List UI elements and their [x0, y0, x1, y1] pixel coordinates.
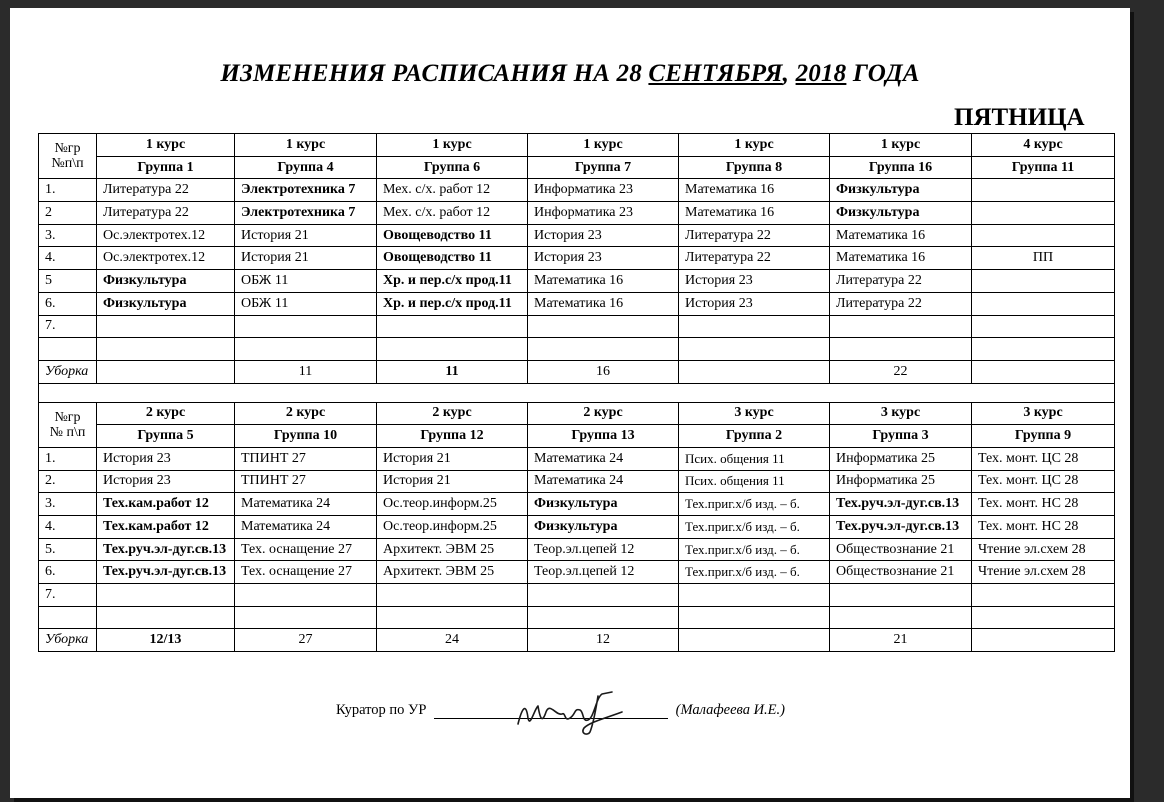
lesson-cell: [528, 338, 679, 361]
lesson-row: [39, 292, 1115, 315]
course-header: 3 курс: [679, 402, 830, 425]
lesson-cell: История 21: [235, 247, 377, 270]
lesson-number: 4.: [39, 516, 97, 539]
lesson-cell: Информатика 23: [528, 179, 679, 202]
lesson-cell: [972, 292, 1115, 315]
lesson-cell: ОБЖ 11: [235, 270, 377, 293]
cleaning-cell: [679, 360, 830, 383]
lesson-cell: [97, 338, 235, 361]
course-header: 1 курс: [679, 134, 830, 157]
lesson-row: [39, 270, 1115, 293]
lesson-cell: [528, 606, 679, 629]
lesson-cell: [972, 338, 1115, 361]
lesson-cell: [972, 270, 1115, 293]
lesson-cell: История 23: [679, 270, 830, 293]
lesson-cell: Литература 22: [679, 224, 830, 247]
lesson-number: 3.: [39, 493, 97, 516]
title-month: СЕНТЯБРЯ: [648, 60, 783, 87]
lesson-cell: [972, 315, 1115, 338]
lesson-row: [39, 470, 1115, 493]
lesson-cell: [377, 584, 528, 607]
lesson-cell: Ос.электротех.12: [97, 247, 235, 270]
lesson-cell: Теор.эл.цепей 12: [528, 561, 679, 584]
lesson-cell: [679, 584, 830, 607]
page-shadow-right: [1130, 12, 1134, 798]
cleaning-cell: [972, 629, 1115, 652]
lesson-cell: Тех. оснащение 27: [235, 561, 377, 584]
course-header-row: [39, 134, 1115, 157]
lesson-cell: Тех.руч.эл-дуг.св.13: [97, 561, 235, 584]
group-header: Группа 16: [830, 156, 972, 179]
lesson-cell: [235, 584, 377, 607]
lesson-cell: Чтение эл.схем 28: [972, 538, 1115, 561]
group-header: Группа 3: [830, 425, 972, 448]
course-header: 3 курс: [972, 402, 1115, 425]
lesson-cell: Электротехника 7: [235, 202, 377, 225]
lesson-cell: Чтение эл.схем 28: [972, 561, 1115, 584]
lesson-number: 7.: [39, 584, 97, 607]
lesson-cell: Электротехника 7: [235, 179, 377, 202]
lesson-cell: Математика 24: [528, 447, 679, 470]
lesson-cell: [97, 315, 235, 338]
lesson-cell: Информатика 25: [830, 470, 972, 493]
group-header: Группа 7: [528, 156, 679, 179]
lesson-cell: Тех. оснащение 27: [235, 538, 377, 561]
lesson-cell: [377, 606, 528, 629]
lesson-row: [39, 247, 1115, 270]
group-header: Группа 4: [235, 156, 377, 179]
course-header: 2 курс: [528, 402, 679, 425]
lesson-cell: Литература 22: [830, 270, 972, 293]
lesson-cell: Овощеводство 11: [377, 224, 528, 247]
lesson-number: 3.: [39, 224, 97, 247]
lesson-row: [39, 224, 1115, 247]
course-header: 2 курс: [377, 402, 528, 425]
lesson-row: [39, 606, 1115, 629]
lesson-cell: Тех.кам.работ 12: [97, 493, 235, 516]
lesson-number: 1.: [39, 179, 97, 202]
block-separator: [39, 383, 1115, 402]
lesson-cell: Тех.приг.х/б изд. – б.: [679, 538, 830, 561]
group-header: Группа 1: [97, 156, 235, 179]
day-of-week: ПЯТНИЦА: [954, 104, 1085, 131]
lesson-number: 2.: [39, 470, 97, 493]
lesson-cell: [972, 584, 1115, 607]
lesson-cell: [528, 584, 679, 607]
lesson-row: [39, 338, 1115, 361]
lesson-cell: Ос.теор.информ.25: [377, 516, 528, 539]
document-page: [10, 8, 1130, 798]
lesson-cell: Тех.руч.эл-дуг.св.13: [97, 538, 235, 561]
course-header: 2 курс: [97, 402, 235, 425]
lesson-cell: Тех.руч.эл-дуг.св.13: [830, 493, 972, 516]
lesson-cell: Хр. и пер.с/х прод.11: [377, 292, 528, 315]
title-prefix: ИЗМЕНЕНИЯ РАСПИСАНИЯ НА 28: [220, 60, 649, 87]
cleaning-cell: 21: [830, 629, 972, 652]
lesson-row: [39, 516, 1115, 539]
cleaning-row: [39, 629, 1115, 652]
lesson-cell: Тех. монт. НС 28: [972, 493, 1115, 516]
group-header: Группа 10: [235, 425, 377, 448]
lesson-cell: ТПИНТ 27: [235, 470, 377, 493]
cleaning-cell: 12/13: [97, 629, 235, 652]
number-header-line: №гр: [54, 409, 81, 425]
lesson-cell: Информатика 25: [830, 447, 972, 470]
course-header: 1 курс: [830, 134, 972, 157]
lesson-cell: История 23: [528, 224, 679, 247]
lesson-cell: Математика 24: [235, 493, 377, 516]
lesson-cell: Физкультура: [528, 516, 679, 539]
lesson-cell: Теор.эл.цепей 12: [528, 538, 679, 561]
lesson-cell: [830, 338, 972, 361]
course-header: 3 курс: [830, 402, 972, 425]
cleaning-cell: 11: [377, 360, 528, 383]
group-header: Группа 9: [972, 425, 1115, 448]
course-header: 4 курс: [972, 134, 1115, 157]
number-column-header: [39, 402, 97, 447]
lesson-cell: [377, 315, 528, 338]
lesson-cell: Тех. монт. ЦС 28: [972, 470, 1115, 493]
lesson-row: [39, 561, 1115, 584]
title-comma: ,: [782, 60, 796, 87]
lesson-number: 7.: [39, 315, 97, 338]
curator-label: Куратор по УР: [336, 702, 427, 718]
lesson-cell: Ос.электротех.12: [97, 224, 235, 247]
course-header: 1 курс: [528, 134, 679, 157]
lesson-cell: Математика 16: [528, 270, 679, 293]
lesson-cell: Мех. с/х. работ 12: [377, 179, 528, 202]
lesson-cell: История 23: [679, 292, 830, 315]
cleaning-cell: [972, 360, 1115, 383]
lesson-number: 6.: [39, 561, 97, 584]
cleaning-cell: 11: [235, 360, 377, 383]
course-header: 1 курс: [97, 134, 235, 157]
page-shadow-bottom: [14, 798, 1134, 802]
lesson-cell: Овощеводство 11: [377, 247, 528, 270]
lesson-cell: Литература 22: [830, 292, 972, 315]
lesson-number: 5.: [39, 538, 97, 561]
lesson-cell: Архитект. ЭВМ 25: [377, 538, 528, 561]
lesson-cell: [679, 338, 830, 361]
group-header-row: [39, 425, 1115, 448]
lesson-cell: [97, 584, 235, 607]
lesson-cell: Физкультура: [830, 202, 972, 225]
lesson-cell: [528, 315, 679, 338]
lesson-cell: Тех.кам.работ 12: [97, 516, 235, 539]
lesson-row: [39, 202, 1115, 225]
number-header-line: № п\п: [49, 424, 86, 440]
number-header-line: №гр: [54, 141, 81, 157]
lesson-cell: Обществознание 21: [830, 561, 972, 584]
lesson-cell: Физкультура: [97, 292, 235, 315]
course-header: 1 курс: [377, 134, 528, 157]
lesson-cell: [235, 315, 377, 338]
cleaning-label: Уборка: [39, 629, 97, 652]
lesson-cell: Математика 16: [679, 202, 830, 225]
lesson-cell: [830, 606, 972, 629]
lesson-row: [39, 315, 1115, 338]
lesson-row: [39, 179, 1115, 202]
lesson-cell: ПП: [972, 247, 1115, 270]
lesson-cell: Математика 16: [830, 224, 972, 247]
lesson-cell: [679, 315, 830, 338]
lesson-cell: История 21: [235, 224, 377, 247]
lesson-cell: Псих. общения 11: [679, 447, 830, 470]
lesson-cell: Мех. с/х. работ 12: [377, 202, 528, 225]
lesson-cell: Литература 22: [97, 179, 235, 202]
lesson-cell: История 21: [377, 470, 528, 493]
lesson-number: 4.: [39, 247, 97, 270]
lesson-cell: [972, 202, 1115, 225]
lesson-cell: ОБЖ 11: [235, 292, 377, 315]
lesson-cell: [377, 338, 528, 361]
lesson-cell: [972, 606, 1115, 629]
lesson-row: [39, 584, 1115, 607]
lesson-cell: [235, 606, 377, 629]
lesson-row: [39, 447, 1115, 470]
lesson-cell: Математика 16: [830, 247, 972, 270]
lesson-cell: [679, 606, 830, 629]
lesson-cell: Математика 24: [528, 470, 679, 493]
lesson-cell: Информатика 23: [528, 202, 679, 225]
curator-name: (Малафеева И.Е.): [675, 702, 785, 718]
lesson-cell: Тех.приг.х/б изд. – б.: [679, 561, 830, 584]
group-header-row: [39, 156, 1115, 179]
lesson-number: [39, 338, 97, 361]
course-header: 1 курс: [235, 134, 377, 157]
title-suffix: ГОДА: [846, 60, 920, 87]
lesson-number: 5: [39, 270, 97, 293]
group-header: Группа 2: [679, 425, 830, 448]
lesson-cell: Псих. общения 11: [679, 470, 830, 493]
cleaning-cell: 16: [528, 360, 679, 383]
cleaning-row: [39, 360, 1115, 383]
lesson-cell: [972, 179, 1115, 202]
cleaning-cell: [679, 629, 830, 652]
lesson-cell: Литература 22: [679, 247, 830, 270]
lesson-number: [39, 606, 97, 629]
course-header: 2 курс: [235, 402, 377, 425]
cleaning-cell: 12: [528, 629, 679, 652]
schedule-table: [38, 133, 1115, 652]
lesson-cell: Физкультура: [528, 493, 679, 516]
lesson-cell: Литература 22: [97, 202, 235, 225]
lesson-cell: Тех. монт. ЦС 28: [972, 447, 1115, 470]
cleaning-cell: [97, 360, 235, 383]
lesson-cell: Физкультура: [97, 270, 235, 293]
title-year: 2018: [795, 60, 847, 87]
lesson-cell: Математика 24: [235, 516, 377, 539]
page-title: [10, 60, 1130, 88]
lesson-cell: Математика 16: [679, 179, 830, 202]
group-header: Группа 5: [97, 425, 235, 448]
course-header-row: [39, 402, 1115, 425]
lesson-cell: История 21: [377, 447, 528, 470]
cleaning-label: Уборка: [39, 360, 97, 383]
schedule-bottom-block: [39, 402, 1115, 652]
group-header: Группа 11: [972, 156, 1115, 179]
lesson-cell: [97, 606, 235, 629]
group-header: Группа 6: [377, 156, 528, 179]
number-header-line: №п\п: [51, 156, 84, 172]
cleaning-cell: 24: [377, 629, 528, 652]
lesson-cell: [830, 584, 972, 607]
lesson-row: [39, 538, 1115, 561]
lesson-number: 1.: [39, 447, 97, 470]
lesson-cell: Хр. и пер.с/х прод.11: [377, 270, 528, 293]
lesson-cell: Тех.приг.х/б изд. – б.: [679, 516, 830, 539]
lesson-cell: Тех.приг.х/б изд. – б.: [679, 493, 830, 516]
handwritten-signature: [510, 688, 630, 736]
group-header: Группа 13: [528, 425, 679, 448]
lesson-number: 6.: [39, 292, 97, 315]
lesson-cell: Ос.теор.информ.25: [377, 493, 528, 516]
lesson-number: 2: [39, 202, 97, 225]
group-header: Группа 12: [377, 425, 528, 448]
cleaning-cell: 22: [830, 360, 972, 383]
lesson-cell: Архитект. ЭВМ 25: [377, 561, 528, 584]
lesson-cell: История 23: [97, 447, 235, 470]
lesson-cell: Математика 16: [528, 292, 679, 315]
cleaning-cell: 27: [235, 629, 377, 652]
lesson-cell: Тех.руч.эл-дуг.св.13: [830, 516, 972, 539]
lesson-cell: Тех. монт. НС 28: [972, 516, 1115, 539]
lesson-cell: [235, 338, 377, 361]
schedule-top-block: [39, 134, 1115, 384]
lesson-cell: [972, 224, 1115, 247]
lesson-cell: Обществознание 21: [830, 538, 972, 561]
lesson-row: [39, 493, 1115, 516]
separator-row: [39, 383, 1115, 402]
group-header: Группа 8: [679, 156, 830, 179]
number-column-header: [39, 134, 97, 179]
lesson-cell: История 23: [97, 470, 235, 493]
lesson-cell: [830, 315, 972, 338]
lesson-cell: История 23: [528, 247, 679, 270]
lesson-cell: ТПИНТ 27: [235, 447, 377, 470]
lesson-cell: Физкультура: [830, 179, 972, 202]
